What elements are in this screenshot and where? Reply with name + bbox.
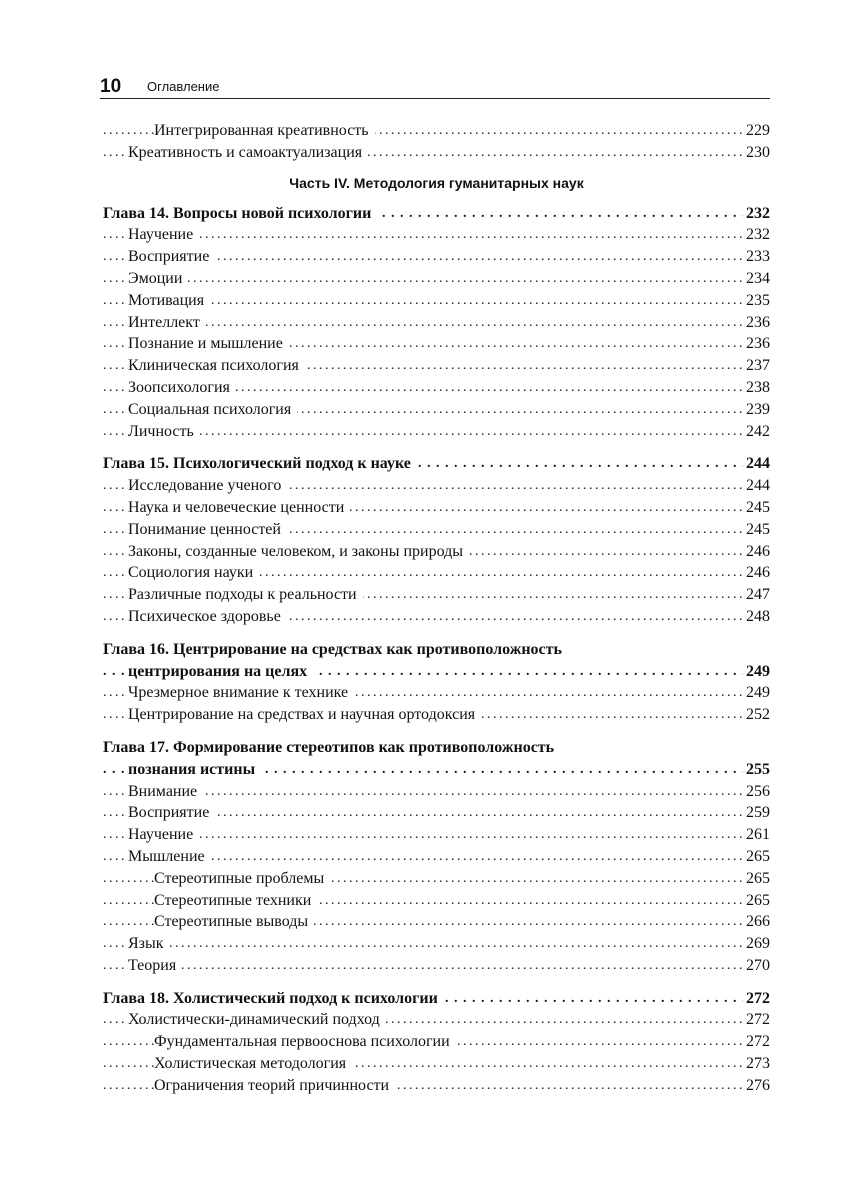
toc-entry-page: 236 — [743, 312, 770, 334]
toc-entry-page: 229 — [743, 120, 770, 142]
toc-entry[interactable] — [103, 399, 770, 421]
toc-entry-title: Зоопсихология — [128, 379, 236, 396]
toc-entry[interactable] — [103, 475, 770, 497]
toc-entry-page: 233 — [743, 246, 770, 268]
toc-entry[interactable] — [103, 682, 770, 704]
toc-entry-title: Эмоции — [128, 270, 188, 287]
toc-entry-title: Мотивация — [128, 292, 210, 309]
toc-entry[interactable] — [103, 1031, 770, 1053]
chapter-page: 244 — [743, 453, 770, 475]
toc-entry-page: 239 — [743, 399, 770, 421]
toc-entry-page: 245 — [743, 497, 770, 519]
toc-entry-page: 246 — [743, 562, 770, 584]
page-number: 10 — [100, 76, 122, 97]
toc-entry-page: 236 — [743, 333, 770, 355]
toc-entry[interactable] — [103, 290, 770, 312]
running-header — [100, 76, 770, 99]
chapter-title[interactable]: Глава 17. Формирование стереотипов как противоположность — [103, 738, 555, 756]
toc-entry[interactable] — [103, 421, 770, 443]
toc-entry-page: 266 — [743, 911, 770, 933]
toc-entry-title: Исследование ученого — [128, 477, 287, 494]
toc-entry-page: 265 — [743, 868, 770, 890]
chapter-title-text: Глава 15. Психологический подход к науке — [103, 455, 417, 472]
toc-entry[interactable] — [103, 268, 770, 290]
toc-entry-title: Познание и мышление — [128, 335, 289, 352]
toc-entry[interactable] — [103, 224, 770, 246]
chapter-title-text: Глава 14. Вопросы новой психологии — [103, 205, 377, 222]
toc-entry[interactable] — [103, 562, 770, 584]
toc-entry-title: Холистически-динамический подход — [128, 1011, 386, 1028]
toc-entry[interactable] — [103, 246, 770, 268]
toc-entry[interactable] — [103, 933, 770, 955]
toc-entry-title: Восприятие — [128, 248, 215, 265]
toc-entry-page: 276 — [743, 1075, 770, 1097]
toc-entry-page: 256 — [743, 781, 770, 803]
toc-entry[interactable] — [103, 142, 770, 164]
toc-entry[interactable] — [103, 120, 770, 142]
toc-entry-title: Язык — [128, 935, 170, 952]
toc-entry[interactable] — [103, 955, 770, 977]
part-title: Часть IV. Методология гуманитарных наук — [289, 174, 584, 191]
chapter-title[interactable] — [103, 661, 770, 683]
toc-entry[interactable] — [103, 802, 770, 824]
chapter-title[interactable] — [103, 759, 770, 781]
toc-entry-title: Наука и человеческие ценности — [128, 499, 350, 516]
running-title: Оглавление — [147, 79, 220, 94]
toc-entry-page: 273 — [743, 1053, 770, 1075]
toc-entry-title: Центрирование на средствах и научная ортодоксия — [128, 706, 481, 723]
toc-entry-title: Интегрированная креативность — [154, 122, 375, 139]
toc-entry-page: 244 — [743, 475, 770, 497]
toc-entry-page: 235 — [743, 290, 770, 312]
toc-entry-title: Законы, созданные человеком, и законы природы — [128, 543, 469, 560]
toc-entry[interactable] — [103, 890, 770, 912]
toc-entry[interactable] — [103, 333, 770, 355]
toc-entry-page: 261 — [743, 824, 770, 846]
toc-entry-title: Стереотипные выводы — [154, 913, 314, 930]
toc-entry-title: Клиническая психология — [128, 357, 305, 374]
toc-entry-title: Социальная психология — [128, 401, 297, 418]
toc-entry-title: Фундаментальная первооснова психологии — [154, 1033, 456, 1050]
toc-entry-page: 245 — [743, 519, 770, 541]
toc-entry-title: Мышление — [128, 848, 211, 865]
toc-entry[interactable] — [103, 355, 770, 377]
toc-entry-title: Холистическая методология — [154, 1055, 352, 1072]
toc-entry-page: 269 — [743, 933, 770, 955]
toc-entry[interactable] — [103, 846, 770, 868]
toc-entry-page: 234 — [743, 268, 770, 290]
toc-entry-title: Различные подходы к реальности — [128, 586, 363, 603]
toc-entry-page: 246 — [743, 541, 770, 563]
toc-entry[interactable] — [103, 541, 770, 563]
toc-entry-page: 248 — [743, 606, 770, 628]
toc-entry-page: 247 — [743, 584, 770, 606]
toc-entry-page: 252 — [743, 704, 770, 726]
chapter-title-text: Глава 18. Холистический подход к психологии — [103, 990, 444, 1007]
toc-entry-page: 242 — [743, 421, 770, 443]
toc-entry-title: Научение — [128, 826, 199, 843]
toc-entry-page: 259 — [743, 802, 770, 824]
toc-entry[interactable] — [103, 606, 770, 628]
chapter-title[interactable] — [103, 453, 770, 475]
toc-entry-page: 249 — [743, 682, 770, 704]
chapter-page: 249 — [743, 661, 770, 683]
chapter-title-text: центрирования на целях — [128, 663, 313, 680]
toc-entry-title: Стереотипные техники — [154, 892, 317, 909]
toc-entry-title: Психическое здоровье — [128, 608, 287, 625]
toc-entry-title: Интеллект — [128, 314, 206, 331]
toc-entry[interactable] — [103, 519, 770, 541]
toc-entry-title: Восприятие — [128, 804, 215, 821]
toc-entry[interactable] — [103, 1053, 770, 1075]
chapter-page: 255 — [743, 759, 770, 781]
toc-entry-page: 232 — [743, 224, 770, 246]
toc-entry-page: 238 — [743, 377, 770, 399]
toc-entry[interactable] — [103, 868, 770, 890]
toc-entry-title: Ограничения теорий причинности — [154, 1077, 395, 1094]
toc-entry[interactable] — [103, 704, 770, 726]
toc-entry[interactable] — [103, 824, 770, 846]
toc-entry[interactable] — [103, 1075, 770, 1097]
toc-entry-title: Социология науки — [128, 564, 259, 581]
toc-entry[interactable] — [103, 584, 770, 606]
toc-entry-page: 272 — [743, 1009, 770, 1031]
chapter-title[interactable] — [103, 203, 770, 225]
toc-entry-page: 265 — [743, 890, 770, 912]
toc-entry-page: 230 — [743, 142, 770, 164]
chapter-title[interactable]: Глава 16. Центрирование на средствах как противоположность — [103, 640, 562, 658]
toc-entry[interactable] — [103, 497, 770, 519]
toc-entry-title: Личность — [128, 423, 200, 440]
toc-entry-title: Стереотипные проблемы — [154, 870, 330, 887]
table-of-contents — [103, 120, 770, 1097]
chapter-page: 232 — [743, 203, 770, 225]
toc-entry[interactable] — [103, 911, 770, 933]
toc-entry[interactable] — [103, 1009, 770, 1031]
toc-entry-title: Понимание ценностей — [128, 521, 287, 538]
toc-entry-page: 270 — [743, 955, 770, 977]
toc-entry-title: Креативность и самоактуализация — [128, 144, 368, 161]
toc-entry[interactable] — [103, 312, 770, 334]
toc-entry[interactable] — [103, 781, 770, 803]
chapter-title-text: познания истины — [128, 761, 261, 778]
chapter-page: 272 — [743, 988, 770, 1010]
toc-entry-title: Научение — [128, 226, 199, 243]
toc-entry-title: Теория — [128, 957, 182, 974]
chapter-title[interactable] — [103, 988, 770, 1010]
toc-entry-page: 237 — [743, 355, 770, 377]
toc-entry-page: 265 — [743, 846, 770, 868]
toc-entry-title: Внимание — [128, 783, 203, 800]
toc-entry-page: 272 — [743, 1031, 770, 1053]
toc-entry-title: Чрезмерное внимание к технике — [128, 684, 354, 701]
toc-entry[interactable] — [103, 377, 770, 399]
